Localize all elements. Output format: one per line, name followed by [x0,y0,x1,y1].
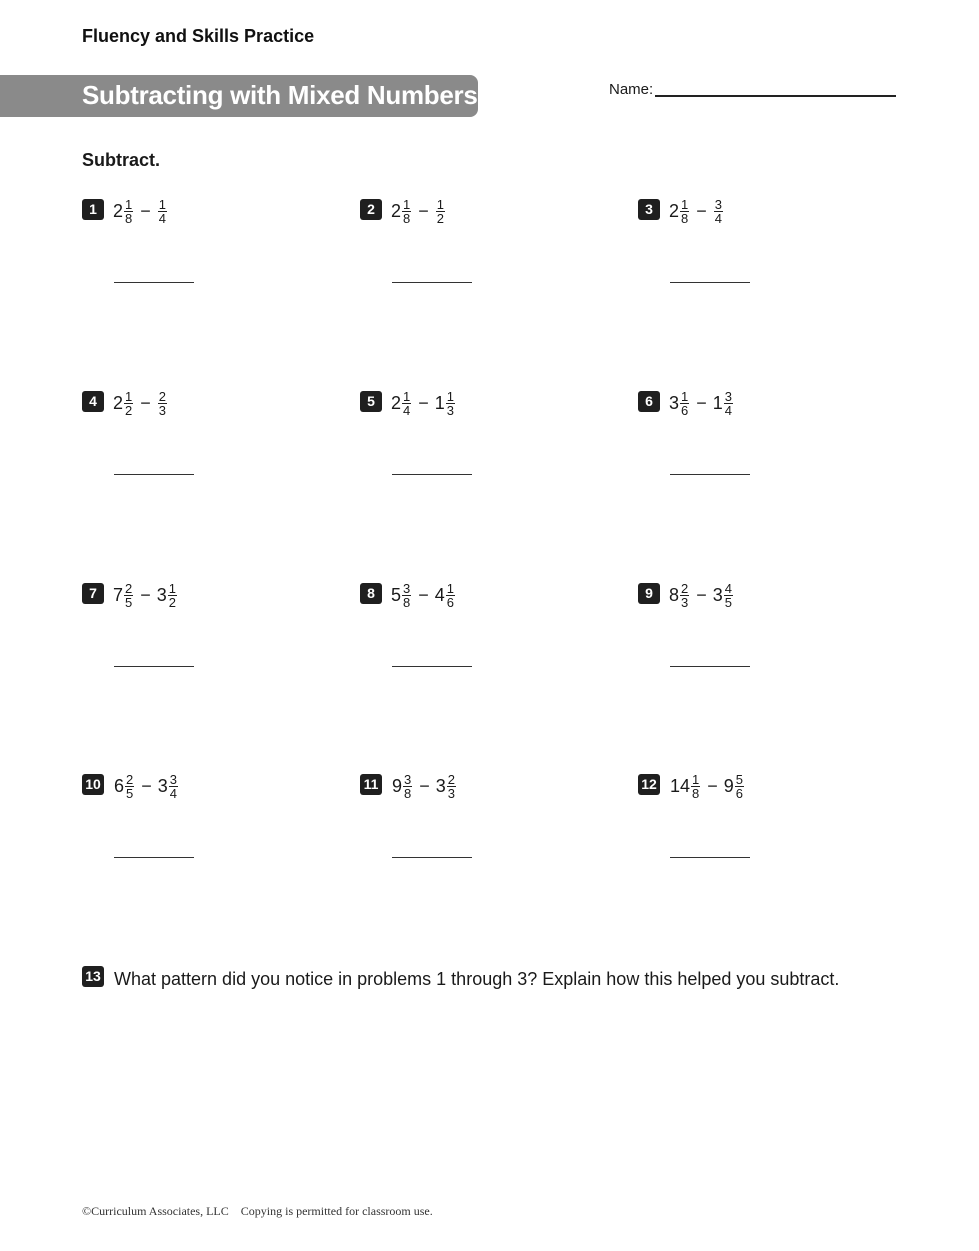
denominator: 6 [681,402,689,418]
answer-line[interactable] [114,474,194,475]
whole-number: 3 [712,584,723,605]
denominator: 4 [169,785,178,801]
fraction [680,582,689,609]
numerator: 1 [403,196,411,212]
fraction [724,582,733,609]
numerator: 3 [169,771,178,787]
answer-line[interactable] [670,474,750,475]
numerator: 5 [735,771,744,787]
denominator: 3 [446,402,455,418]
numerator: 1 [436,196,444,212]
fraction [158,198,167,225]
whole-number: 9 [392,775,403,796]
denominator: 2 [168,594,177,610]
whole-number: 2 [113,392,124,413]
fraction [158,390,167,417]
numerator: 1 [692,771,700,787]
problem-12 [638,771,888,881]
fraction [124,582,133,609]
problem-number-badge: 8 [360,583,382,604]
answer-line[interactable] [114,282,194,283]
denominator: 8 [692,785,700,801]
denominator: 6 [446,594,455,610]
numerator: 2 [125,580,133,596]
fraction [436,198,445,225]
problem-number-badge: 7 [82,583,104,604]
whole-number: 5 [391,584,402,605]
denominator: 6 [735,785,744,801]
problem-expression [391,196,446,226]
minus-sign: − [140,392,151,413]
denominator: 8 [681,210,689,226]
fraction [735,773,744,800]
whole-number: 2 [391,200,402,221]
answer-line[interactable] [392,282,472,283]
whole-number: 6 [114,775,125,796]
whole-number: 1 [712,392,723,413]
fraction [125,773,134,800]
minus-sign: − [418,584,429,605]
denominator: 8 [404,785,412,801]
numerator: 1 [168,580,177,596]
numerator: 1 [681,196,689,212]
minus-sign: − [418,392,429,413]
problem-7 [82,580,332,690]
problem-10 [82,771,332,881]
numerator: 2 [158,388,166,404]
whole-number: 3 [669,392,680,413]
denominator: 8 [403,210,411,226]
whole-number: 3 [156,584,167,605]
problem-number-badge: 4 [82,391,104,412]
denominator: 8 [125,210,133,226]
answer-line[interactable] [670,857,750,858]
problem-expression [391,388,456,418]
problem-number-badge: 3 [638,199,660,220]
numerator: 1 [446,580,455,596]
denominator: 5 [724,594,733,610]
minus-sign: − [707,775,718,796]
denominator: 3 [681,594,689,610]
numerator: 1 [681,388,689,404]
denominator: 5 [126,785,134,801]
fraction [402,390,411,417]
fraction [724,390,733,417]
problem-number-badge: 6 [638,391,660,412]
footer-copyright: ©Curriculum Associates, LLC Copying is permitted for classroom use. [82,1204,433,1218]
minus-sign: − [696,584,707,605]
problem-expression [113,580,178,610]
problem-4 [82,388,332,498]
problem-number-badge: 5 [360,391,382,412]
whole-number: 14 [670,775,691,796]
denominator: 4 [403,402,411,418]
numerator: 2 [447,771,456,787]
fraction [691,773,700,800]
denominator: 8 [403,594,411,610]
problem-5 [360,388,610,498]
fraction [446,582,455,609]
problem-number-badge: 9 [638,583,660,604]
problem-3 [638,196,888,306]
numerator: 1 [446,388,455,404]
fraction [714,198,723,225]
header-label: Fluency and Skills Practice [82,26,315,46]
denominator: 5 [125,594,133,610]
problem-6 [638,388,888,498]
fraction [168,582,177,609]
denominator: 4 [714,210,722,226]
problem-2 [360,196,610,306]
problem-9 [638,580,888,690]
fraction [124,198,133,225]
fraction [402,582,411,609]
numerator: 4 [724,580,733,596]
minus-sign: − [140,200,151,221]
minus-sign: − [696,392,707,413]
fraction [680,390,689,417]
answer-line[interactable] [392,474,472,475]
minus-sign: − [696,200,707,221]
numerator: 1 [158,196,166,212]
problem-number-badge: 2 [360,199,382,220]
whole-number: 2 [113,200,124,221]
problem-expression [113,196,168,226]
problem-number-badge: 11 [360,774,382,795]
answer-line[interactable] [392,857,472,858]
numerator: 1 [125,196,133,212]
answer-line[interactable] [392,666,472,667]
whole-number: 3 [157,775,168,796]
fraction [447,773,456,800]
whole-number: 3 [435,775,446,796]
problem-expression [113,388,168,418]
minus-sign: − [419,775,430,796]
numerator: 2 [681,580,689,596]
question-13-badge: 13 [82,966,104,987]
problem-11 [360,771,610,881]
problem-number-badge: 10 [82,774,104,795]
fraction [169,773,178,800]
fraction [402,198,411,225]
problem-expression [669,388,734,418]
denominator: 4 [158,210,166,226]
numerator: 3 [403,580,411,596]
minus-sign: − [141,775,152,796]
numerator: 3 [714,196,722,212]
problem-expression [391,580,456,610]
numerator: 2 [126,771,134,787]
numerator: 1 [125,388,133,404]
question-13-text: What pattern did you notice in problems 1 through 3? Explain how this helped you subtract. [114,969,840,989]
fraction [124,390,133,417]
problem-number-badge: 1 [82,199,104,220]
denominator: 4 [724,402,733,418]
whole-number: 2 [391,392,402,413]
name-label: Name: [609,81,654,98]
answer-line[interactable] [114,857,194,858]
page-title: Subtracting with Mixed Numbers [82,80,478,110]
whole-number: 1 [434,392,445,413]
answer-line[interactable] [114,666,194,667]
whole-number: 7 [113,584,124,605]
problem-expression [392,771,457,801]
numerator: 3 [404,771,412,787]
minus-sign: − [418,200,429,221]
problem-8 [360,580,610,690]
whole-number: 4 [434,584,445,605]
denominator: 2 [436,210,444,226]
denominator: 3 [447,785,456,801]
whole-number: 9 [723,775,734,796]
problem-expression [114,771,179,801]
fraction [446,390,455,417]
fraction [680,198,689,225]
answer-line[interactable] [670,666,750,667]
instruction: Subtract. [82,150,161,170]
whole-number: 8 [669,584,680,605]
problem-expression [669,196,724,226]
problem-number-badge: 12 [638,774,660,795]
answer-line[interactable] [670,282,750,283]
numerator: 1 [403,388,411,404]
fraction [403,773,412,800]
problem-1 [82,196,332,306]
problem-expression [670,771,745,801]
denominator: 3 [158,402,166,418]
numerator: 3 [724,388,733,404]
minus-sign: − [140,584,151,605]
denominator: 2 [125,402,133,418]
problem-expression [669,580,734,610]
whole-number: 2 [669,200,680,221]
